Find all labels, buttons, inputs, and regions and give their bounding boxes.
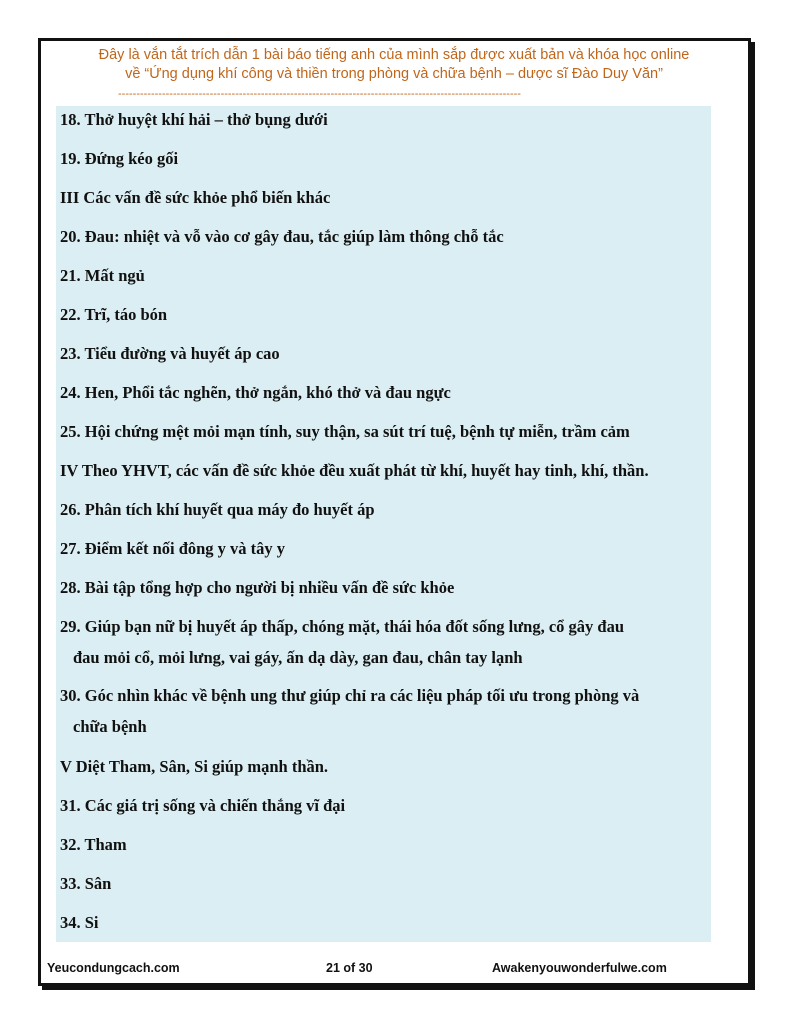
header-line-1: Đây là vắn tắt trích dẫn 1 bài báo tiếng anh của mình sắp được xuất bản và khóa học online [98, 47, 690, 63]
list-item-line-2: chữa bệnh [73, 717, 147, 736]
list-item: 28. Bài tập tổng hợp cho người bị nhiều vấn đề sức khỏe [60, 578, 455, 597]
list-item [60, 611, 706, 673]
list-item: 33. Sân [60, 874, 112, 893]
list-item: 34. Si [60, 913, 99, 932]
list-item: 24. Hen, Phổi tắc nghẽn, thở ngắn, khó thở và đau ngực [60, 383, 451, 402]
list-item-line-1: 29. Giúp bạn nữ bị huyết áp thấp, chóng mặt, thái hóa đốt sống lưng, cổ gây đau [60, 617, 624, 636]
list-item: 20. Đau: nhiệt và vỗ vào cơ gây đau, tắc giúp làm thông chỗ tắc [60, 227, 504, 246]
list-item: 23. Tiểu đường và huyết áp cao [60, 344, 280, 363]
footer-right-site: Awakenyouwonderfulwe.com [492, 961, 667, 975]
footer-left-site: Yeucondungcach.com [47, 961, 180, 975]
list-item: 25. Hội chứng mệt mỏi mạn tính, suy thận, sa sút trí tuệ, bệnh tự miễn, trầm cảm [60, 422, 630, 441]
header-line-2: về “Ứng dụng khí công và thiền trong phòng và chữa bệnh – dược sĩ Đào Duy Văn” [125, 66, 663, 82]
list-item: 18. Thở huyệt khí hải – thở bụng dưới [60, 110, 328, 129]
section-heading: IV Theo YHVT, các vấn đề sức khỏe đều xuất phát từ khí, huyết hay tinh, khí, thần. [60, 461, 649, 480]
list-item: 27. Điểm kết nối đông y và tây y [60, 539, 286, 558]
list-item-line-1: 30. Góc nhìn khác về bệnh ung thư giúp chỉ ra các liệu pháp tối ưu trong phòng và [60, 686, 640, 705]
header-divider: -------------------------------------------------------------------------------------------------------------- [118, 88, 521, 100]
footer-page-number: 21 of 30 [326, 961, 373, 975]
section-heading: III Các vấn đề sức khỏe phổ biến khác [60, 188, 331, 207]
list-item [60, 680, 706, 742]
list-item: 22. Trĩ, táo bón [60, 305, 168, 324]
list-item: 21. Mất ngủ [60, 266, 145, 285]
section-heading: V Diệt Tham, Sân, Si giúp mạnh thần. [60, 757, 329, 776]
list-item: 19. Đứng kéo gối [60, 149, 179, 168]
list-item: 32. Tham [60, 835, 127, 854]
list-item: 26. Phân tích khí huyết qua máy đo huyết áp [60, 500, 375, 519]
list-item-line-2: đau mỏi cổ, mỏi lưng, vai gáy, ấn dạ dày, gan đau, chân tay lạnh [73, 648, 523, 667]
list-item: 31. Các giá trị sống và chiến thắng vĩ đại [60, 796, 346, 815]
page-header [44, 46, 744, 84]
content-box [56, 106, 711, 942]
